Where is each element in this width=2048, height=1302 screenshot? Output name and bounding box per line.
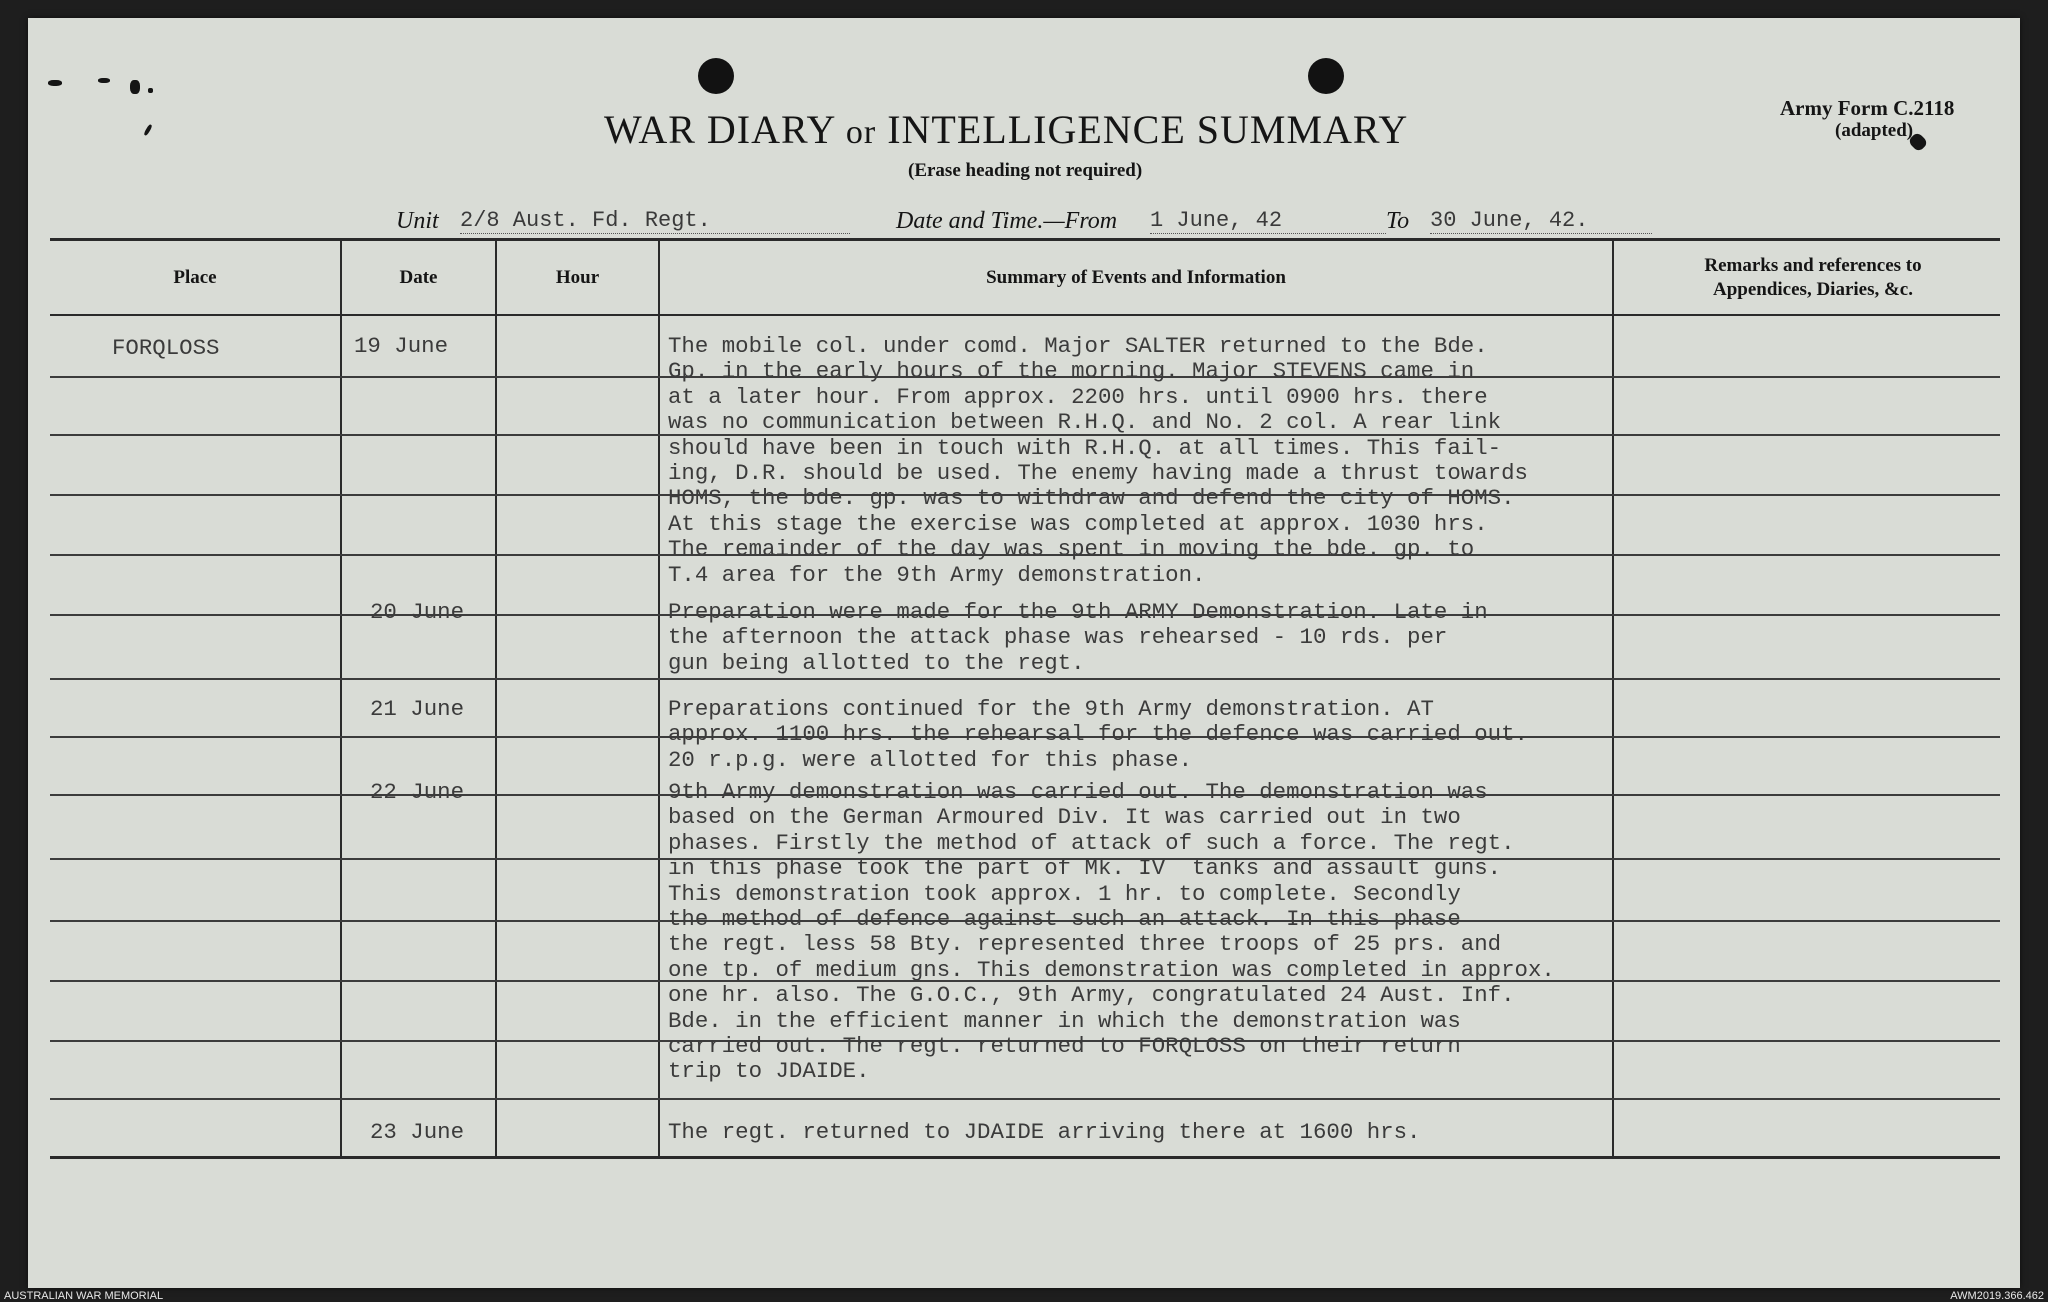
- to-label: To: [1386, 208, 1410, 234]
- to-value: 30 June, 42.: [1430, 208, 1652, 234]
- ruled-line: [50, 1098, 2000, 1100]
- entry-summary: Preparation were made for the 9th ARMY Demonstration. Late in the afternoon the attack phase was rehearsed - 10 rds. per gun being allotted to the regt.: [668, 599, 1488, 676]
- date-label: Date and Time.—From: [896, 208, 1118, 234]
- entry-summary: Preparations continued for the 9th Army demonstration. AT approx. 1100 hrs. the rehearsal for the defence was carried out. 20 r.p.g. were allotted for this phase.: [668, 696, 1528, 773]
- column-divider: [340, 240, 342, 1157]
- ink-mark: [148, 88, 153, 93]
- entry-summary: The regt. returned to JDAIDE arriving there at 1600 hrs.: [668, 1119, 1421, 1145]
- ink-mark: [130, 80, 140, 94]
- column-divider: [658, 240, 660, 1157]
- page-title: WAR DIARY or INTELLIGENCE SUMMARY: [604, 107, 1409, 152]
- column-header-date: Date: [399, 267, 438, 288]
- unit-value: 2/8 Aust. Fd. Regt.: [460, 208, 850, 234]
- header-bottom-rule: [50, 314, 2000, 316]
- ink-mark: [48, 80, 62, 86]
- entry-date: 19 June: [354, 333, 449, 359]
- column-divider: [495, 240, 497, 1157]
- form-number: Army Form C.2118: [1780, 96, 1955, 120]
- table-bottom-rule: [50, 1156, 2000, 1159]
- ruled-line: [50, 678, 2000, 680]
- entry-date: 23 June: [370, 1119, 465, 1145]
- column-header-place: Place: [173, 267, 217, 288]
- footer-reference: AWM2019.366.462: [1950, 1290, 2044, 1302]
- punch-hole-left: [698, 58, 734, 94]
- unit-label: Unit: [396, 208, 439, 234]
- entry-date: 21 June: [370, 696, 465, 722]
- form-note: (adapted): [1835, 120, 1914, 141]
- column-header-remarks: Remarks and references to Appendices, Diaries, &c.: [1704, 255, 1922, 300]
- punch-hole-right: [1308, 58, 1344, 94]
- diary-sheet: [28, 18, 2020, 1288]
- table-top-rule: [50, 238, 2000, 241]
- column-header-summary: Summary of Events and Information: [986, 267, 1286, 288]
- entry-summary: The mobile col. under comd. Major SALTER returned to the Bde. Gp. in the early hours of the morning. Major STEVENS came in at a later hour. From approx. 2200 hrs. until 0900 hrs. there was no communication between R.H.Q. and No. 2 col. A rear link should have been in touch with R.H.Q. at all times. This fail- ing, D.R. should be used. The enemy having made a thrust towards HOMS, the bde. gp. was to withdraw and defend the city of HOMS. At this stage the exercise was completed at approx. 1030 hrs. The remainder of the day was spent in moving the bde. gp. to T.4 area for the 9th Army demonstration.: [668, 333, 1528, 588]
- column-header-hour: Hour: [555, 267, 600, 288]
- entry-date: 22 June: [370, 779, 465, 805]
- column-divider: [1612, 240, 1614, 1157]
- ink-mark: [98, 78, 110, 83]
- entry-date: 20 June: [370, 599, 465, 625]
- page-subtitle: (Erase heading not required): [908, 160, 1143, 181]
- from-value: 1 June, 42: [1150, 208, 1386, 234]
- entry-summary: 9th Army demonstration was carried out. The demonstration was based on the German Armoured Div. It was carried out in two phases. Firstly the method of attack of such a force. The regt. in this phase took the part of Mk. IV tanks and assault guns. This demonstration took approx. 1 hr. to complete. Secondly the method of defence against such an attack. In this phase the regt. less 58 Bty. represented three troops of 25 prs. and one tp. of medium gns. This demonstration was completed in approx. one hr. also. The G.O.C., 9th Army, congratulated 24 Aust. Inf. Bde. in the efficient manner in which the demonstration was carried out. The regt. returned to FORQLOSS on their return trip to JDAIDE.: [668, 779, 1555, 1085]
- entry-place: FORQLOSS: [112, 335, 220, 361]
- footer-credit: AUSTRALIAN WAR MEMORIAL: [4, 1290, 164, 1302]
- ink-mark: [143, 124, 152, 136]
